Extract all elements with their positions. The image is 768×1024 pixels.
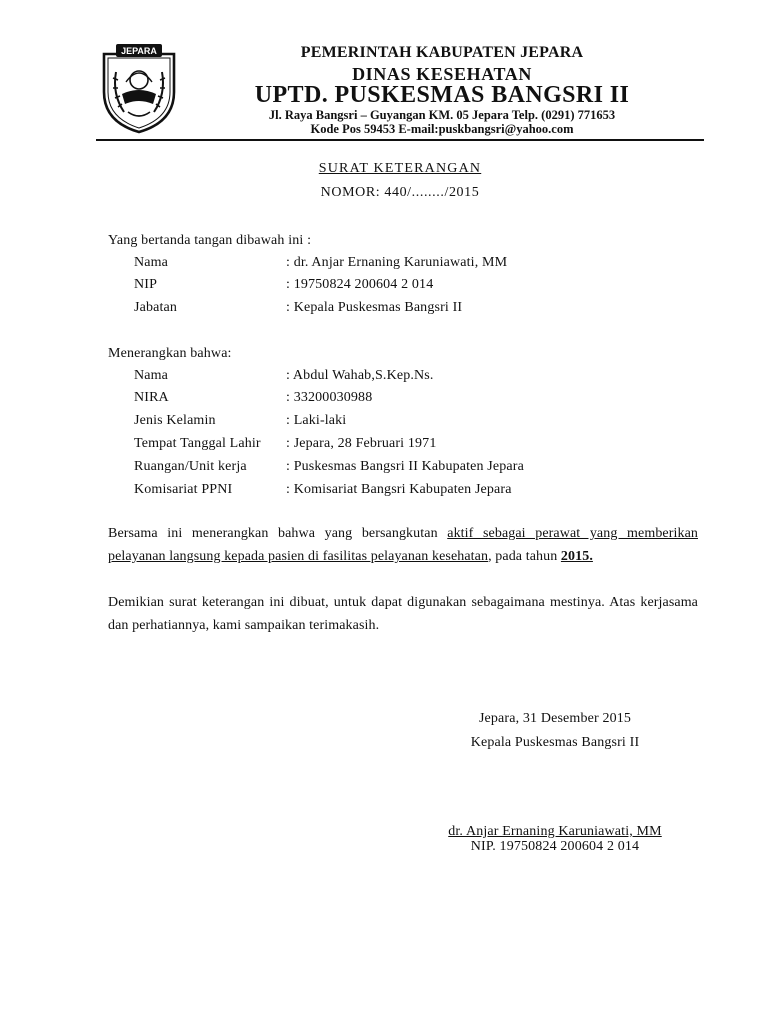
signature-nip: NIP. 19750824 200604 2 014 [470,839,640,854]
svg-text:JEPARA: JEPARA [121,46,157,56]
signer-field-label: Nama [134,255,169,270]
letterhead-unit: UPTD. PUSKESMAS BANGSRI II [254,82,630,108]
subject-intro: Menerangkan bahwa: [108,346,232,361]
letterhead-department: DINAS KESEHATAN [352,64,532,84]
subject-field-value: : Puskesmas Bangsri II Kabupaten Jepara [286,459,524,474]
signer-field-value: : 19750824 200604 2 014 [286,277,434,292]
statement-year: 2015. [560,549,593,564]
subject-field-label: NIRA [134,390,169,405]
signer-intro: Yang bertanda tangan dibawah ini : [108,233,312,248]
letterhead-divider [96,139,704,141]
signer-field-value: : dr. Anjar Ernaning Karuniawati, MM [286,255,508,270]
subject-field-label: Ruangan/Unit kerja [134,459,247,474]
signer-field-label: NIP [134,277,158,292]
letterhead-address: Jl. Raya Bangsri – Guyangan KM. 05 Jepara Telp. (0291) 771653 [268,108,616,122]
jepara-regency-emblem-icon [98,42,180,134]
signer-field-value: : Kepala Puskesmas Bangsri II [286,300,463,315]
letterhead-postal-email: Kode Pos 59453 E-mail:puskbangsri@yahoo.com [310,122,574,136]
document-number: NOMOR: 440/......../2015 [320,185,480,200]
document-title: SURAT KETERANGAN [318,161,482,176]
subject-field-label: Komisariat PPNI [134,482,233,497]
subject-field-value: : Jepara, 28 Februari 1971 [286,436,437,451]
subject-field-value: : Komisariat Bangsri Kabupaten Jepara [286,482,512,497]
signature-position: Kepala Puskesmas Bangsri II [470,735,640,750]
statement-paragraph [108,522,698,568]
letterhead-government: PEMERINTAH KABUPATEN JEPARA [300,44,584,61]
statement-highlight: aktif sebagai perawat yang memberikan pelayanan langsung kepada pasien di fasilitas pelayanan kesehatan [108,526,698,564]
subject-field-label: Nama [134,368,169,383]
subject-field-value: : 33200030988 [286,390,373,405]
signature-name: dr. Anjar Ernaning Karuniawati, MM [448,824,662,839]
subject-field-value: : Laki-laki [286,413,347,428]
closing-paragraph: Demikian surat keterangan ini dibuat, untuk dapat digunakan sebagaimana mestinya. Atas kerjasama dan perhatiannya, kami sampaikan terimakasih. [108,595,698,633]
subject-field-value: : Abdul Wahab,S.Kep.Ns. [286,368,434,383]
signature-place-date: Jepara, 31 Desember 2015 [478,711,632,726]
subject-field-label: Tempat Tanggal Lahir [134,436,261,451]
statement-prefix: Bersama ini menerangkan bahwa yang bersangkutan [108,526,448,541]
subject-field-label: Jenis Kelamin [134,413,216,428]
signer-field-label: Jabatan [134,300,178,315]
statement-middle: , pada tahun [488,549,561,564]
